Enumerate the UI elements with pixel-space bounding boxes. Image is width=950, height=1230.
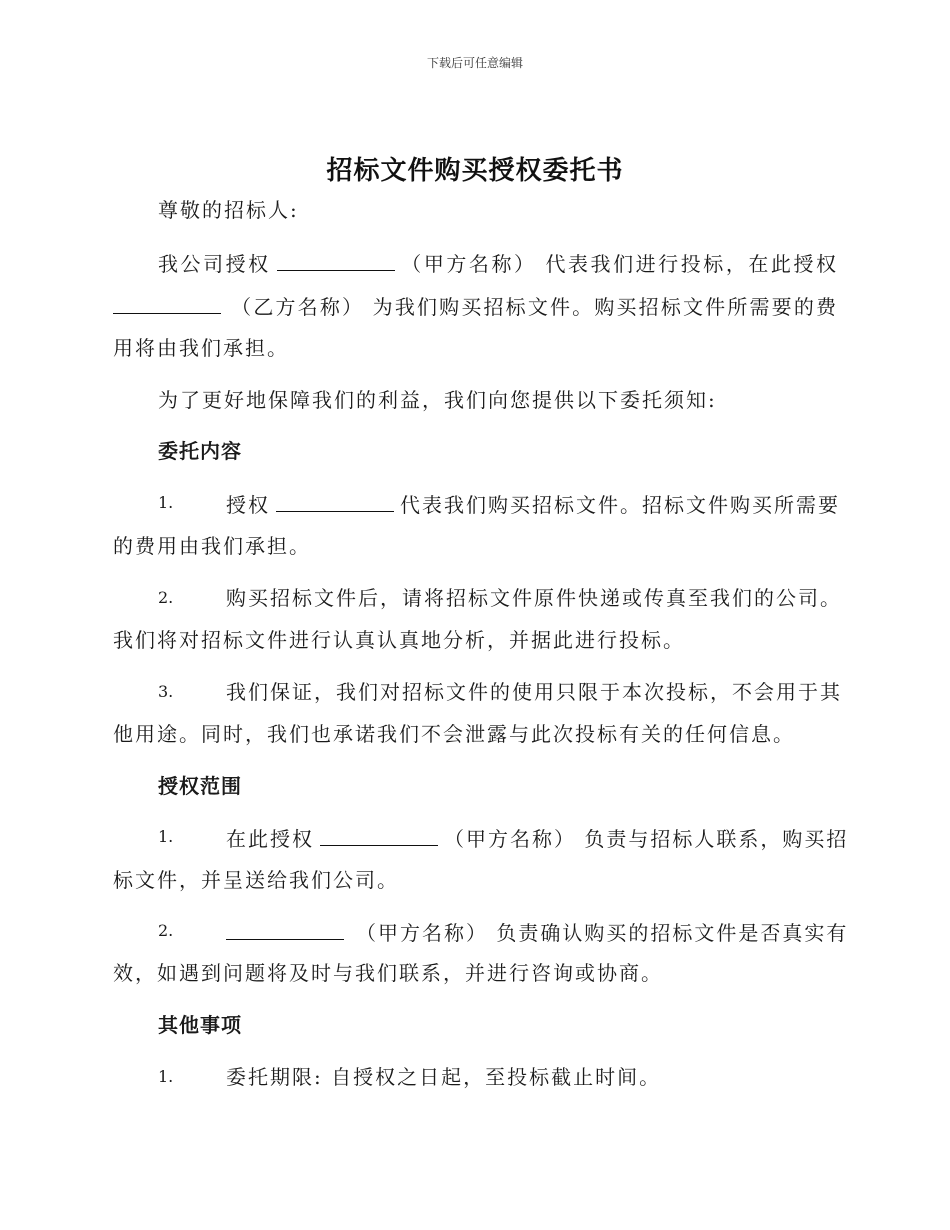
list-text: 授权 — [226, 493, 270, 517]
section-heading-other: 其他事项 — [158, 1013, 242, 1037]
list-text: （甲方名称） 负责与招标人联系，购买招 — [444, 827, 849, 851]
list-item — [226, 489, 838, 519]
header-note: 下载后可任意编辑 — [426, 56, 523, 70]
section-heading-scope: 授权范围 — [158, 774, 242, 798]
blank-field — [226, 917, 344, 940]
list-item: 购买招标文件后，请将招标文件原件快递或传真至我们的公司。 — [226, 586, 842, 610]
list-item-continued: 效，如遇到问题将及时与我们联系，并进行咨询或协商。 — [113, 961, 663, 985]
intro-line-1 — [158, 248, 838, 278]
list-item-continued: 他用途。同时，我们也承诺我们不会泄露与此次投标有关的任何信息。 — [113, 722, 795, 746]
document-title: 招标文件购买授权委托书 — [326, 156, 624, 186]
list-text: 代表我们购买招标文件。招标文件购买所需要 — [400, 493, 840, 517]
blank-field — [276, 489, 394, 512]
intro-text: （乙方名称） 为我们购买招标文件。购买招标文件所需要的费 — [231, 295, 838, 319]
list-item-continued: 我们将对招标文件进行认真认真地分析，并据此进行投标。 — [113, 628, 685, 652]
list-item — [226, 823, 849, 853]
blank-field — [113, 291, 221, 314]
intro-text: （甲方名称） 代表我们进行投标，在此授权 — [400, 252, 839, 276]
list-item-continued: 标文件，并呈送给我们公司。 — [113, 868, 399, 892]
blank-field — [277, 248, 395, 271]
list-number: 3. — [158, 682, 174, 701]
list-number: 1. — [158, 827, 174, 846]
notice: 为了更好地保障我们的利益，我们向您提供以下委托须知: — [158, 388, 717, 412]
list-item — [226, 917, 849, 947]
intro-text: 我公司授权 — [158, 252, 271, 276]
intro-line-2 — [113, 291, 838, 321]
list-number: 1. — [158, 1067, 174, 1086]
salutation: 尊敬的招标人: — [158, 198, 299, 222]
list-text: 在此授权 — [226, 827, 314, 851]
blank-field — [320, 823, 438, 846]
list-number: 1. — [158, 493, 174, 512]
list-number: 2. — [158, 588, 174, 607]
list-number: 2. — [158, 921, 174, 940]
list-text: （甲方名称） 负责确认购买的招标文件是否真实有 — [356, 921, 849, 945]
list-item: 委托期限: 自授权之日起，至投标截止时间。 — [226, 1065, 662, 1089]
section-heading-content: 委托内容 — [158, 439, 242, 463]
list-item: 我们保证，我们对招标文件的使用只限于本次投标，不会用于其 — [226, 680, 842, 704]
intro-line-3: 用将由我们承担。 — [113, 336, 289, 360]
list-item-continued: 的费用由我们承担。 — [113, 534, 311, 558]
